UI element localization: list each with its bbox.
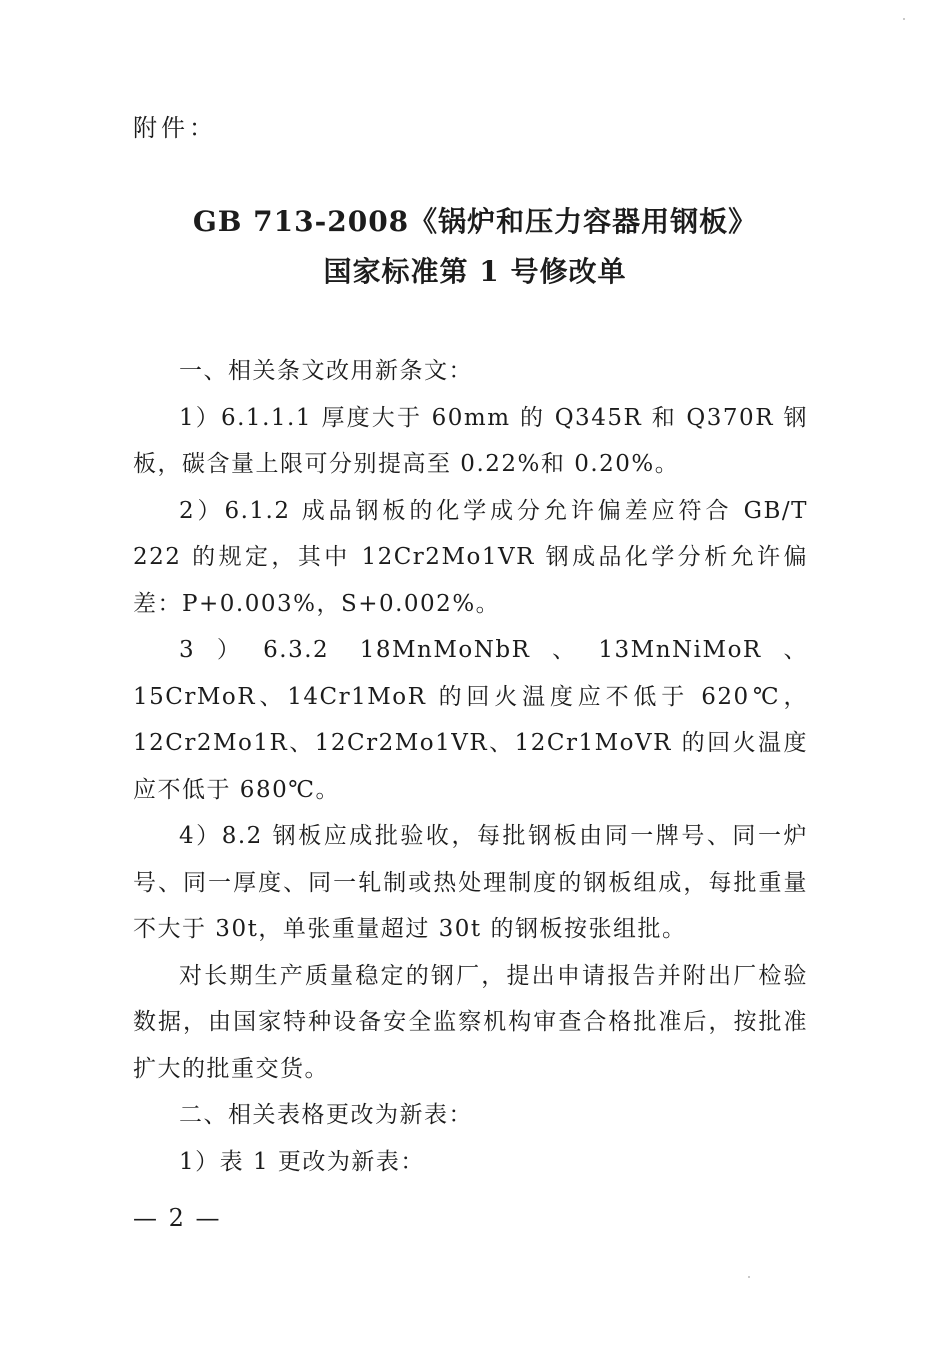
clause-paragraph: 4）8.2 钢板应成批验收，每批钢板由同一牌号、同一炉号、同一厚度、同一轧制或热处理制度的钢板组成，每批重量不大于 30t，单张重量超过 30t 的钢板按张组批。 [133,823,808,942]
attachment-label: 附件： [133,114,217,142]
clause-paragraph: 1）6.1.1.1 厚度大于 60mm 的 Q345R 和 Q370R 钢板，碳含量上限可分别提高至 0.22%和 0.20%。 [133,404,808,477]
clause-paragraph: 对长期生产质量稳定的钢厂，提出申请报告并附出厂检验数据，由国家特种设备安全监察机构审查合格批准后，按批准扩大的批重交货。 [133,962,808,1082]
section-heading-two: 二、相关表格更改为新表： [179,1102,473,1128]
section-heading-one: 一、相关条文改用新条文： [179,358,473,384]
document-body [133,348,808,1185]
scan-speck [748,1276,750,1278]
document-title: GB 713-2008《锅炉和压力容器用钢板》 [192,205,758,238]
table-change-item: 1）表 1 更改为新表： [179,1148,425,1175]
document-subtitle: 国家标准第 1 号修改单 [323,255,627,288]
page-number: — 2 — [133,1204,222,1232]
clause-paragraph: 3）6.3.2 18MnMoNbR、13MnNiMoR、15CrMoR、14Cr1MoR 的回火温度应不低于 620℃，12Cr2Mo1R、12Cr2Mo1VR、12Cr1MoVR 的回火温度应不低于 680℃。 [133,637,808,803]
scan-speck [903,18,905,20]
clause-paragraph: 2）6.1.2 成品钢板的化学成分允许偏差应符合 GB/T 222 的规定，其中 12Cr2Mo1VR 钢成品化学分析允许偏差：P+0.003%，S+0.002%。 [133,497,808,617]
